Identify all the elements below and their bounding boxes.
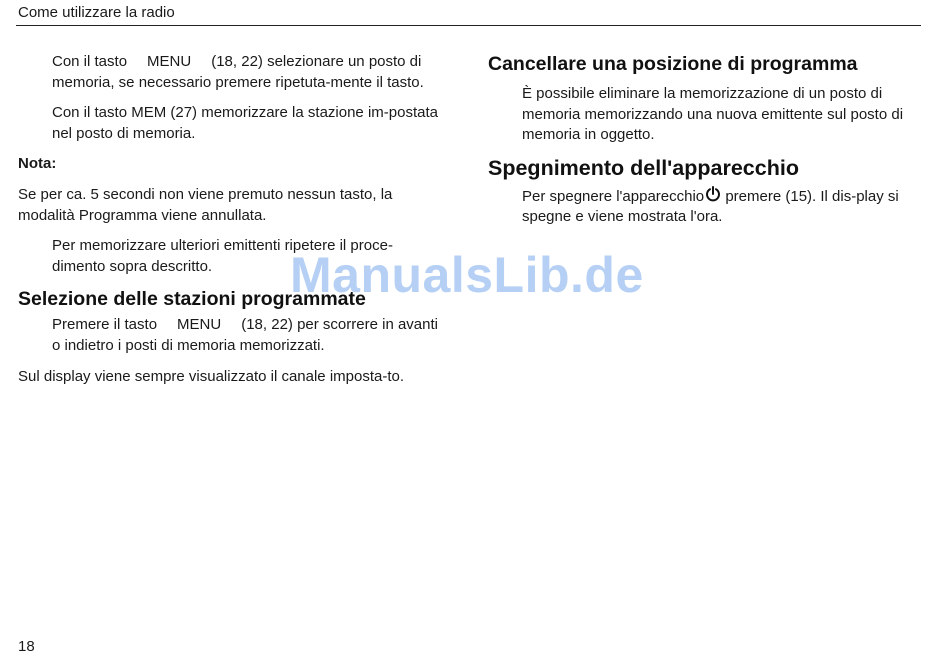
right-column <box>488 52 908 228</box>
heading-selection: Selezione delle stazioni programmate <box>18 288 366 311</box>
note-text: Se per ca. 5 secondi non viene premuto nessun tasto, la modalità Programma viene annullata. <box>18 185 393 224</box>
page-header-title: Come utilizzare la radio <box>18 4 175 21</box>
paragraph-scroll-memory <box>18 315 446 356</box>
power-icon <box>705 186 721 202</box>
text-power-off-b: premere (15). Il dis-play si spegne e viene mostrata l'ora. <box>522 187 899 226</box>
menu-key-label: MENU <box>147 53 192 70</box>
paragraph-display-channel: Sul display viene sempre visualizzato il canale imposta-to. <box>18 367 405 385</box>
paragraph-power-off <box>488 186 908 228</box>
menu-key-label-2: MENU <box>177 316 222 334</box>
heading-power-off: Spegnimento dell'apparecchio <box>488 155 799 180</box>
paragraph-cancel: È possibile eliminare la memorizzazione di un posto di memoria memorizzando una nuova emittente sul posto di memoria in oggetto. <box>522 85 904 144</box>
header-rule <box>16 25 921 26</box>
text-select-memory-a: Con il tasto <box>52 53 128 70</box>
left-column <box>18 52 446 387</box>
note-label: Nota: <box>18 155 57 173</box>
paragraph-store-station: Con il tasto MEM (27) memorizzare la stazione im-postata nel posto di memoria. <box>52 104 438 142</box>
heading-cancel: Cancellare una posizione di programma <box>488 53 858 75</box>
text-power-off-a: Per spegnere l'apparecchio <box>522 187 705 205</box>
text-scroll-a: Premere il tasto <box>52 316 158 334</box>
text-select-memory-b: (18, 22) selezionare un posto di memoria, se necessario premere ripetuta-mente il tasto. <box>52 53 424 91</box>
watermark: ManualsLib.de <box>290 247 644 303</box>
text-scroll-b: (18, 22) per scorrere in avanti o indietro i posti di memoria memorizzati. <box>52 316 438 354</box>
page-number: 18 <box>18 638 35 655</box>
paragraph-repeat: Per memorizzare ulteriori emittenti ripetere il proce-dimento sopra descritto. <box>52 237 393 275</box>
paragraph-select-memory <box>18 52 446 93</box>
